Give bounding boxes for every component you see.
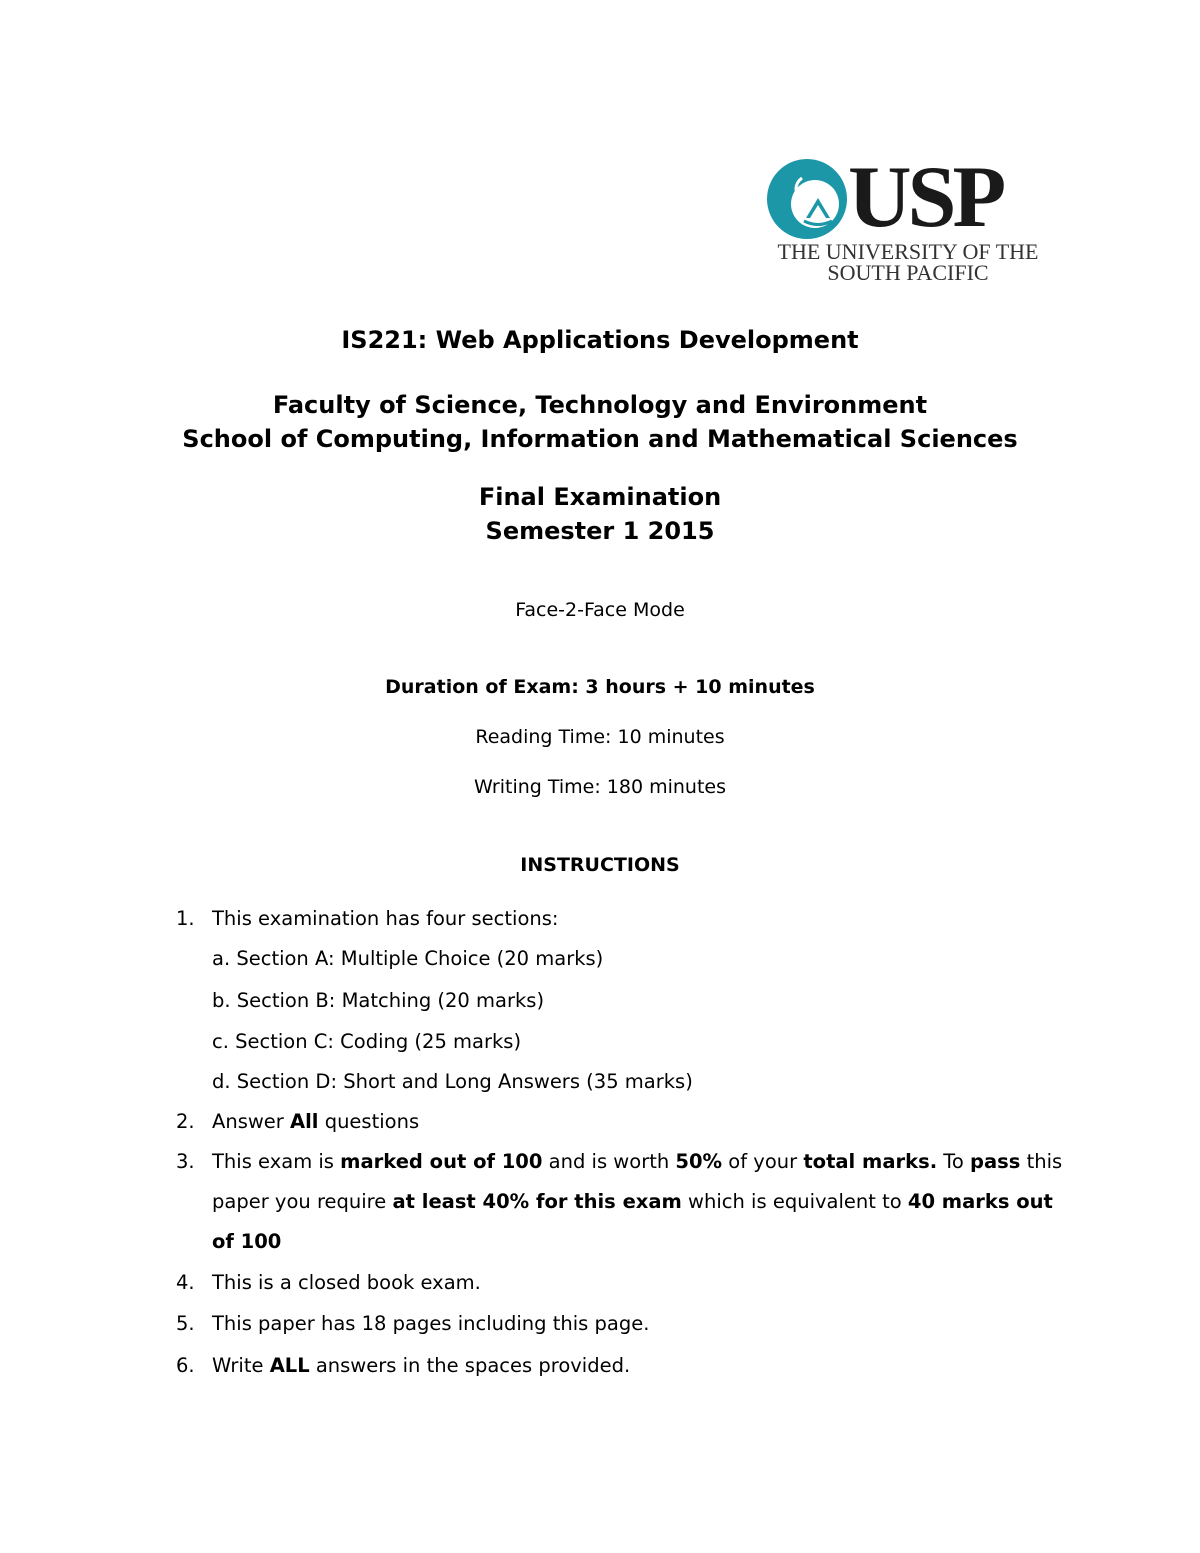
item-text-line-2: paper you require at least 40% for this exam which is equivalent to 40 marks out xyxy=(212,1190,1053,1213)
logo-line-2: SOUTH PACIFIC xyxy=(827,260,989,285)
section-c: c. Section C: Coding (25 marks) xyxy=(212,1030,522,1053)
instructions-heading: INSTRUCTIONS xyxy=(520,854,680,876)
section-d: d. Section D: Short and Long Answers (35 marks) xyxy=(212,1070,693,1093)
usp-logo xyxy=(766,149,1056,288)
item-number: 3. xyxy=(176,1150,195,1173)
reading-time: Reading Time: 10 minutes xyxy=(475,726,725,748)
faculty-name: Faculty of Science, Technology and Environment xyxy=(272,391,928,419)
exam-title: Final Examination xyxy=(478,483,722,511)
exam-mode: Face-2-Face Mode xyxy=(515,599,685,621)
logo-line-1: THE UNIVERSITY OF THE xyxy=(777,239,1039,264)
item-text: Answer All questions xyxy=(212,1110,420,1133)
item-text: This examination has four sections: xyxy=(212,907,559,930)
item-number: 2. xyxy=(176,1110,195,1133)
item-text-line-1: This exam is marked out of 100 and is worth 50% of your total marks. To pass this xyxy=(212,1150,1063,1173)
logo-wordmark: USP xyxy=(848,149,1003,246)
exam-duration: Duration of Exam: 3 hours + 10 minutes xyxy=(385,676,815,698)
section-a: a. Section A: Multiple Choice (20 marks) xyxy=(212,947,604,970)
item-number: 5. xyxy=(176,1312,195,1335)
item-number: 6. xyxy=(176,1354,195,1377)
writing-time: Writing Time: 180 minutes xyxy=(473,776,727,798)
item-text: This is a closed book exam. xyxy=(212,1271,481,1294)
course-title: IS221: Web Applications Development xyxy=(341,326,859,354)
item-number: 4. xyxy=(176,1271,195,1294)
semester: Semester 1 2015 xyxy=(485,517,715,545)
school-name: School of Computing, Information and Mathematical Sciences xyxy=(182,425,1018,453)
item-number: 1. xyxy=(176,907,195,930)
section-b: b. Section B: Matching (20 marks) xyxy=(212,989,545,1012)
item-text-line-3: of 100 xyxy=(212,1230,282,1253)
usp-emblem-icon xyxy=(766,158,848,240)
item-text: Write ALL answers in the spaces provided. xyxy=(212,1354,631,1377)
item-text: This paper has 18 pages including this page. xyxy=(212,1312,650,1335)
